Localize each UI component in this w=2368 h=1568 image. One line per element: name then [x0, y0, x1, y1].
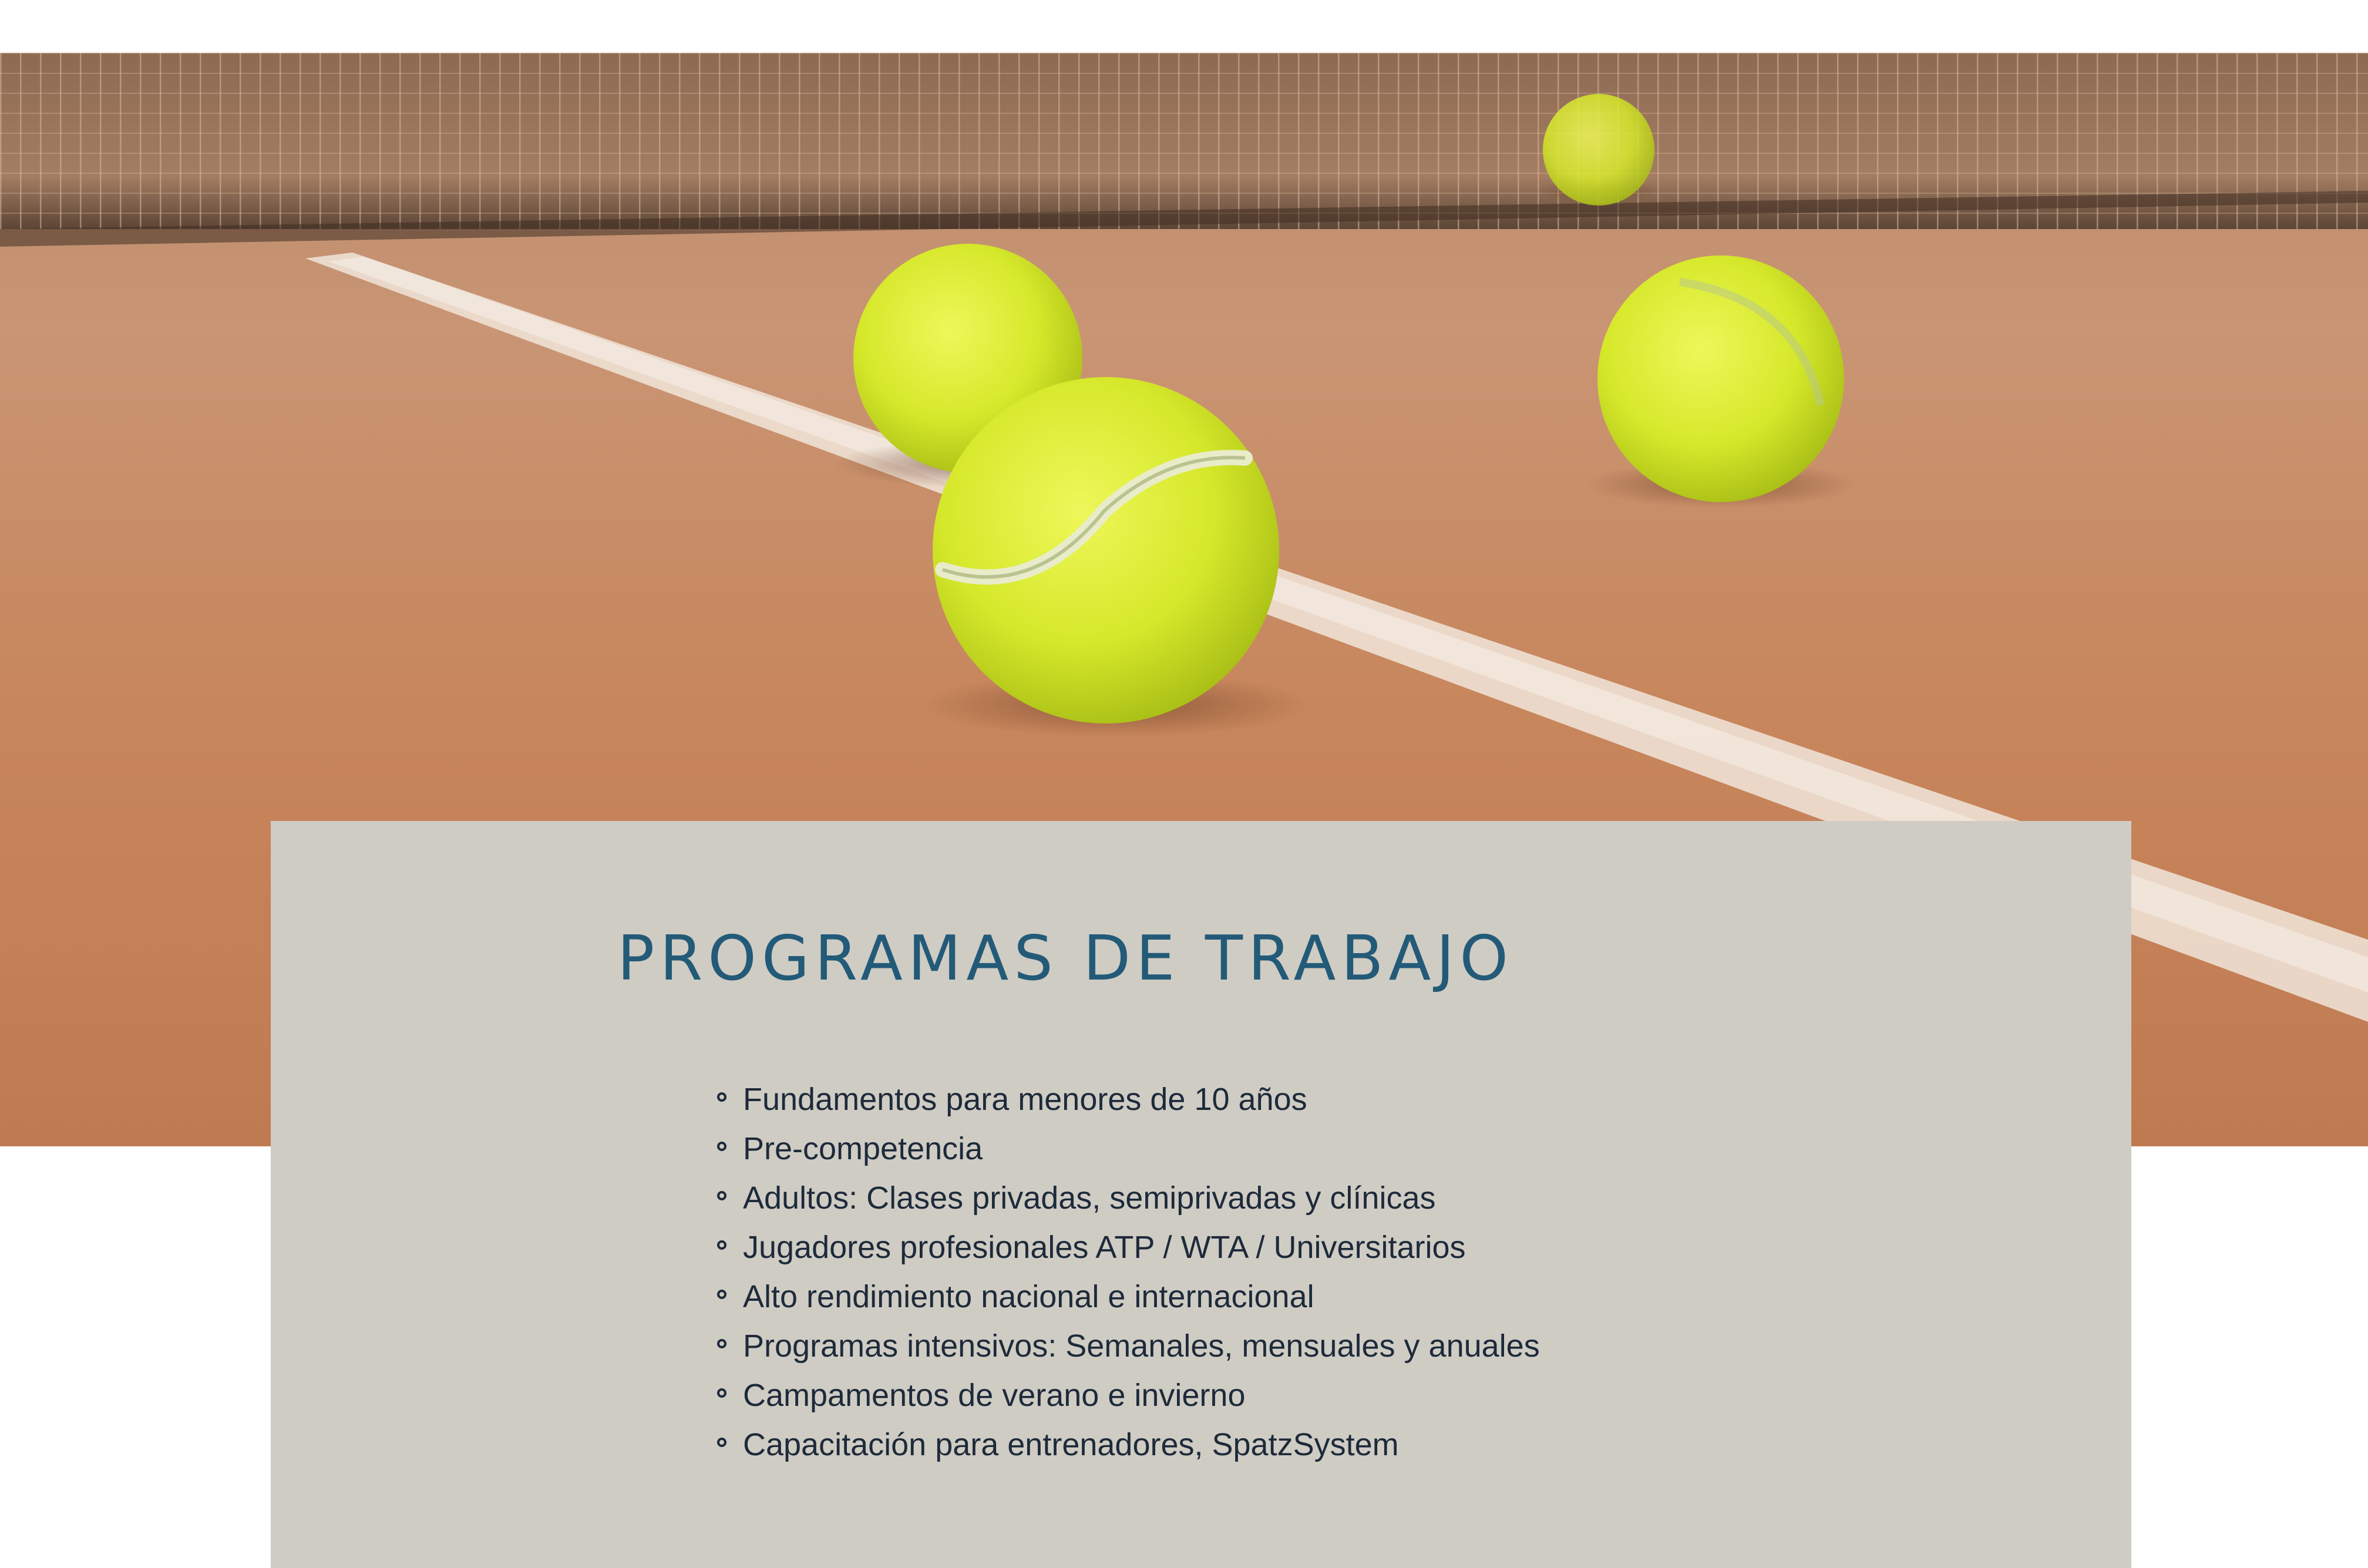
programs-list [717, 1075, 1540, 1469]
list-item [717, 1124, 1540, 1173]
circle-bullet-icon [717, 1438, 726, 1447]
circle-bullet-icon [717, 1092, 726, 1102]
list-item [717, 1321, 1540, 1371]
circle-bullet-icon [717, 1191, 726, 1200]
list-item-label: Campamentos de verano e invierno [743, 1378, 1246, 1413]
list-item [717, 1420, 1540, 1469]
page-title: PROGRAMAS DE TRABAJO [617, 923, 1513, 994]
list-item-label: Adultos: Clases privadas, semiprivadas y clínicas [743, 1180, 1436, 1216]
list-item [717, 1075, 1540, 1124]
list-item-label: Programas intensivos: Semanales, mensuales y anuales [743, 1328, 1540, 1364]
list-item-label: Fundamentos para menores de 10 años [743, 1082, 1307, 1117]
programs-panel [271, 821, 2131, 1568]
net [0, 53, 2368, 247]
list-item [717, 1371, 1540, 1420]
circle-bullet-icon [717, 1339, 726, 1348]
list-item [717, 1173, 1540, 1223]
circle-bullet-icon [717, 1240, 726, 1250]
list-item [717, 1223, 1540, 1272]
list-item-label: Alto rendimiento nacional e internacional [743, 1279, 1314, 1314]
circle-bullet-icon [717, 1388, 726, 1398]
circle-bullet-icon [717, 1290, 726, 1299]
list-item-label: Capacitación para entrenadores, SpatzSystem [743, 1427, 1399, 1462]
circle-bullet-icon [717, 1142, 726, 1151]
list-item-label: Jugadores profesionales ATP / WTA / Universitarios [743, 1230, 1466, 1265]
list-item-label: Pre-competencia [743, 1131, 983, 1166]
list-item [717, 1272, 1540, 1321]
